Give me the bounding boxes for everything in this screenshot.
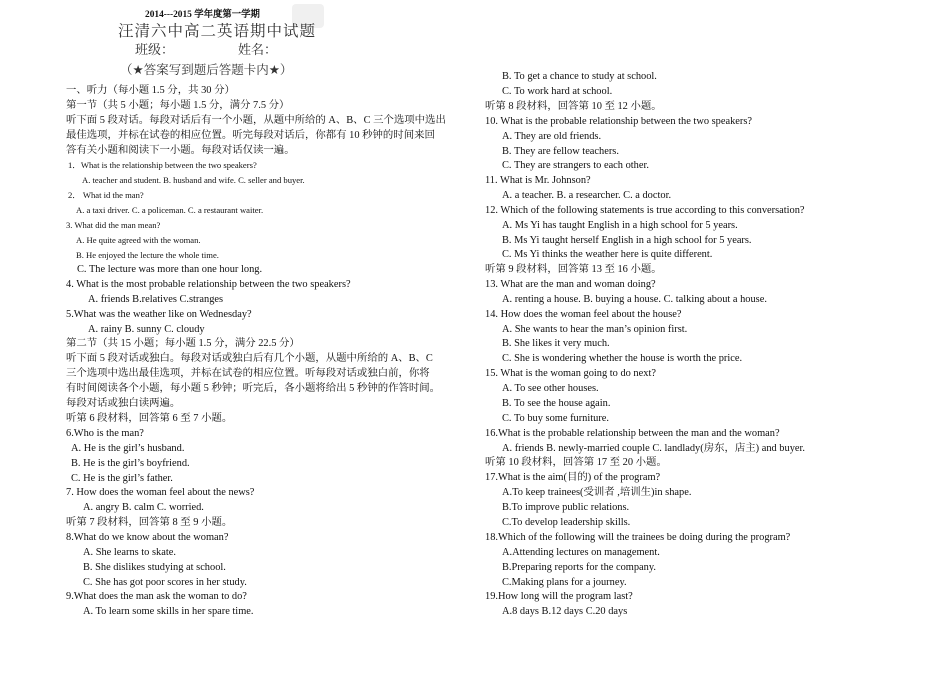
question-12-option-c: C. Ms Yi thinks the weather here is quite different.	[502, 249, 713, 260]
question-5: 5.What was the weather like on Wednesday?	[66, 309, 252, 320]
section-part-heading: 第一节（共 5 小题；每小题 1.5 分，满分 7.5 分）	[66, 100, 290, 111]
section-part-heading: 第二节（共 15 小题；每小题 1.5 分，满分 22.5 分）	[66, 338, 300, 349]
instructions-line: 听下面 5 段对话或独白。每段对话或独白后有几个小题，从题中所给的 A、B、C	[66, 353, 433, 364]
question-19-options: A.8 days B.12 days C.20 days	[502, 606, 628, 617]
question-8-option-a: A. She learns to skate.	[83, 547, 176, 558]
question-11: 11. What is Mr. Johnson?	[485, 175, 591, 186]
question-17-option-a: A.To keep trainees(受训者 ,培训生)in shape.	[502, 487, 692, 498]
material-heading: 听第 8 段材料，回答第 10 至 12 小题。	[485, 101, 662, 112]
question-14-option-b: B. She likes it very much.	[502, 338, 610, 349]
instructions-line: 三个选项中选出最佳选项，并标在试卷的相应位置。听每段对话或独白前，你将	[66, 368, 430, 379]
question-19: 19.How long will the program last?	[485, 591, 633, 602]
question-2-options: A. a taxi driver. C. a policeman. C. a restaurant waiter.	[76, 205, 264, 215]
question-3: 3. What did the man mean?	[66, 220, 161, 230]
answer-note: （★答案写到题后答题卡内★）	[120, 62, 293, 77]
question-10-option-a: A. They are old friends.	[502, 131, 602, 142]
question-8: 8.What do we know about the woman?	[66, 532, 229, 543]
question-11-options: A. a teacher. B. a researcher. C. a doctor.	[502, 190, 672, 201]
exam-title: 汪清六中高二英语期中试题	[118, 22, 317, 40]
school-year: 2014---2015 学年度第一学期	[145, 10, 260, 20]
question-2: 2． What id the man?	[68, 190, 144, 200]
question-9-option-b: B. To get a chance to study at school.	[502, 71, 657, 82]
question-15-option-a: A. To see other houses.	[502, 383, 599, 394]
question-9: 9.What does the man ask the woman to do?	[66, 591, 247, 602]
question-9-option-c: C. To work hard at school.	[502, 86, 613, 97]
material-heading: 听第 7 段材料，回答第 8 至 9 小题。	[66, 517, 233, 528]
instructions-line: 最佳选项，并标在试卷的相应位置。听完每段对话后，你都有 10 秒钟的时间来回	[66, 130, 435, 141]
question-16-options: A. friends B. newly-married couple C. landlady(房东，店主) and buyer.	[502, 443, 805, 454]
question-10-option-c: C. They are strangers to each other.	[502, 160, 649, 171]
question-1: 1．What is the relationship between the two speakers?	[68, 160, 257, 170]
question-12-option-b: B. Ms Yi taught herself English in a high school for 5 years.	[502, 235, 752, 246]
question-13-options: A. renting a house. B. buying a house. C. talking about a house.	[502, 294, 767, 305]
question-8-option-c: C. She has got poor scores in her study.	[83, 577, 247, 588]
class-label: 班级：	[135, 43, 175, 58]
question-10-option-b: B. They are fellow teachers.	[502, 146, 619, 157]
instructions-line: 每段对话或独白读两遍。	[66, 398, 181, 409]
question-14-option-a: A. She wants to hear the man’s opinion first.	[502, 324, 688, 335]
question-14: 14. How does the woman feel about the house?	[485, 309, 682, 320]
material-heading: 听第 9 段材料，回答第 13 至 16 小题。	[485, 264, 662, 275]
question-14-option-c: C. She is wondering whether the house is worth the price.	[502, 353, 743, 364]
question-15: 15. What is the woman going to do next?	[485, 368, 656, 379]
question-18-option-c: C.Making plans for a journey.	[502, 577, 627, 588]
question-7: 7. How does the woman feel about the news?	[66, 487, 255, 498]
question-4-options: A. friends B.relatives C.stranges	[88, 294, 224, 305]
question-3-option-a: A. He quite agreed with the woman.	[76, 235, 201, 245]
question-12-option-a: A. Ms Yi has taught English in a high school for 5 years.	[502, 220, 738, 231]
question-17-option-b: B.To improve public relations.	[502, 502, 630, 513]
question-15-option-b: B. To see the house again.	[502, 398, 611, 409]
instructions-line: 答有关小题和阅读下一小题。每段对话仅读一遍。	[66, 145, 295, 156]
question-18: 18.Which of the following will the trainees be doing during the program?	[485, 532, 791, 543]
question-13: 13. What are the man and woman doing?	[485, 279, 656, 290]
question-9-option-a: A. To learn some skills in her spare time.	[83, 606, 254, 617]
question-15-option-c: C. To buy some furniture.	[502, 413, 610, 424]
question-5-options: A. rainy B. sunny C. cloudy	[88, 324, 205, 335]
question-10: 10. What is the probable relationship between the two speakers?	[485, 116, 752, 127]
question-8-option-b: B. She dislikes studying at school.	[83, 562, 226, 573]
question-12: 12. Which of the following statements is true according to this conversation?	[485, 205, 805, 216]
question-3-option-c: C. The lecture was more than one hour long.	[77, 264, 263, 275]
question-18-option-b: B.Preparing reports for the company.	[502, 562, 656, 573]
question-6: 6.Who is the man?	[66, 428, 144, 439]
instructions-line: 有时间阅读各个小题，每小题 5 秒钟；听完后，各小题将给出 5 秒钟的作答时间。	[66, 383, 441, 394]
question-1-options: A. teacher and student. B. husband and wife. C. seller and buyer.	[82, 175, 305, 185]
section-heading: 一、听力（每小题 1.5 分，共 30 分）	[66, 85, 235, 96]
question-17: 17.What is the aim(目的) of the program?	[485, 472, 661, 483]
question-18-option-a: A.Attending lectures on management.	[502, 547, 660, 558]
question-4: 4. What is the most probable relationship between the two speakers?	[66, 279, 351, 290]
material-heading: 听第 10 段材料，回答第 17 至 20 小题。	[485, 457, 667, 468]
question-7-options: A. angry B. calm C. worried.	[83, 502, 204, 513]
question-6-option-a: A. He is the girl’s husband.	[71, 443, 185, 454]
question-16: 16.What is the probable relationship between the man and the woman?	[485, 428, 780, 439]
name-label: 姓名：	[238, 43, 278, 58]
question-17-option-c: C.To develop leadership skills.	[502, 517, 631, 528]
question-3-option-b: B. He enjoyed the lecture the whole time.	[76, 250, 219, 260]
instructions-line: 听下面 5 段对话。每段对话后有一个小题，从题中所给的 A、B、C 三个选项中选出	[66, 115, 446, 126]
material-heading: 听第 6 段材料，回答第 6 至 7 小题。	[66, 413, 233, 424]
question-6-option-c: C. He is the girl’s father.	[71, 473, 173, 484]
question-6-option-b: B. He is the girl’s boyfriend.	[71, 458, 190, 469]
